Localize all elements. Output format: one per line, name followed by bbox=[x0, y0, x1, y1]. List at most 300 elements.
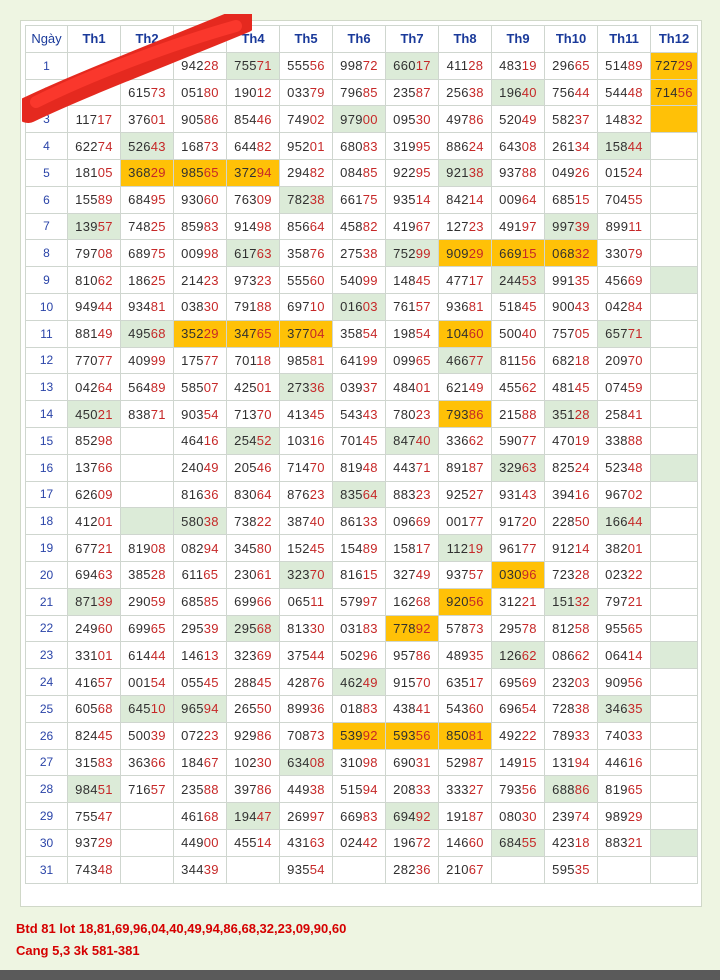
result-cell: 97323 bbox=[227, 267, 280, 294]
result-cell: 94944 bbox=[68, 293, 121, 320]
result-cell: 90929 bbox=[439, 240, 492, 267]
result-cell: 48145 bbox=[545, 374, 598, 401]
result-cell: 49197 bbox=[492, 213, 545, 240]
result-cell: 20970 bbox=[598, 347, 651, 374]
result-cell: 93143 bbox=[492, 481, 545, 508]
day-number: 20 bbox=[26, 561, 68, 588]
result-cell: 09530 bbox=[386, 106, 439, 133]
result-cell: 69965 bbox=[121, 615, 174, 642]
result-cell: 31583 bbox=[68, 749, 121, 776]
result-cell: 95786 bbox=[386, 642, 439, 669]
result-cell: 54448 bbox=[598, 79, 651, 106]
result-cell: 46249 bbox=[333, 669, 386, 696]
result-cell: 44616 bbox=[598, 749, 651, 776]
result-cell: 90956 bbox=[598, 669, 651, 696]
result-cell: 71657 bbox=[121, 776, 174, 803]
result-cell: 41657 bbox=[68, 669, 121, 696]
table-row bbox=[26, 159, 698, 186]
result-cell: 06832 bbox=[545, 240, 598, 267]
day-number: 9 bbox=[26, 267, 68, 294]
result-cell bbox=[651, 615, 698, 642]
result-cell: 69492 bbox=[386, 803, 439, 830]
result-cell: 68083 bbox=[333, 133, 386, 160]
table-row bbox=[26, 508, 698, 535]
day-number: 23 bbox=[26, 642, 68, 669]
result-cell: 10460 bbox=[439, 320, 492, 347]
result-cell: 69710 bbox=[280, 293, 333, 320]
result-cell: 38201 bbox=[598, 535, 651, 562]
result-cell: 50039 bbox=[121, 722, 174, 749]
result-cell: 44371 bbox=[386, 454, 439, 481]
result-cell: 10316 bbox=[280, 427, 333, 454]
result-cell: 83064 bbox=[227, 481, 280, 508]
result-cell bbox=[651, 454, 698, 481]
result-cell bbox=[651, 856, 698, 883]
result-cell: 98451 bbox=[68, 776, 121, 803]
result-cell: 20833 bbox=[386, 776, 439, 803]
result-cell: 72328 bbox=[545, 561, 598, 588]
result-cell: 68455 bbox=[492, 829, 545, 856]
day-number: 25 bbox=[26, 695, 68, 722]
result-cell: 93788 bbox=[492, 159, 545, 186]
day-number: 26 bbox=[26, 722, 68, 749]
result-cell: 93514 bbox=[386, 186, 439, 213]
result-cell: 46677 bbox=[439, 347, 492, 374]
table-row bbox=[26, 776, 698, 803]
result-cell: 12723 bbox=[439, 213, 492, 240]
result-cell: 12662 bbox=[492, 642, 545, 669]
result-cell: 46168 bbox=[174, 803, 227, 830]
day-number: 13 bbox=[26, 374, 68, 401]
result-cell: 79721 bbox=[598, 588, 651, 615]
result-cell: 03830 bbox=[174, 293, 227, 320]
result-cell bbox=[651, 106, 698, 133]
day-number: 1 bbox=[26, 52, 68, 79]
result-cell: 33888 bbox=[598, 427, 651, 454]
result-cell: 24453 bbox=[492, 267, 545, 294]
result-cell: 63408 bbox=[280, 749, 333, 776]
result-cell: 39786 bbox=[227, 776, 280, 803]
result-cell: 18625 bbox=[121, 267, 174, 294]
result-cell: 54099 bbox=[333, 267, 386, 294]
result-cell: 88624 bbox=[439, 133, 492, 160]
result-cell: 85664 bbox=[280, 213, 333, 240]
result-cell bbox=[121, 803, 174, 830]
result-cell: 27336 bbox=[280, 374, 333, 401]
result-cell: 87623 bbox=[280, 481, 333, 508]
result-cell: 33079 bbox=[598, 240, 651, 267]
result-cell: 65771 bbox=[598, 320, 651, 347]
result-cell: 11717 bbox=[68, 106, 121, 133]
result-cell: 64199 bbox=[333, 347, 386, 374]
result-cell: 76309 bbox=[227, 186, 280, 213]
header-month: Th1 bbox=[68, 26, 121, 53]
result-cell: 42318 bbox=[545, 829, 598, 856]
table-row bbox=[26, 427, 698, 454]
result-cell bbox=[651, 374, 698, 401]
result-cell: 90043 bbox=[545, 293, 598, 320]
day-number: 29 bbox=[26, 803, 68, 830]
result-cell: 35876 bbox=[280, 240, 333, 267]
result-cell: 58038 bbox=[174, 508, 227, 535]
header-month: Th3 bbox=[174, 26, 227, 53]
result-cell: 74033 bbox=[598, 722, 651, 749]
result-cell: 97900 bbox=[333, 106, 386, 133]
result-cell: 93729 bbox=[68, 829, 121, 856]
result-cell: 81965 bbox=[598, 776, 651, 803]
result-cell: 23587 bbox=[386, 79, 439, 106]
result-cell: 23203 bbox=[545, 669, 598, 696]
table-row bbox=[26, 588, 698, 615]
table-row bbox=[26, 669, 698, 696]
result-cell: 29568 bbox=[227, 615, 280, 642]
result-cell: 63517 bbox=[439, 669, 492, 696]
result-cell: 37601 bbox=[121, 106, 174, 133]
result-cell: 19854 bbox=[386, 320, 439, 347]
result-cell: 26997 bbox=[280, 803, 333, 830]
result-cell bbox=[651, 829, 698, 856]
result-cell: 31221 bbox=[492, 588, 545, 615]
result-cell bbox=[651, 776, 698, 803]
result-cell: 88323 bbox=[386, 481, 439, 508]
header-month: Th4 bbox=[227, 26, 280, 53]
prediction-notes bbox=[16, 918, 346, 962]
result-cell: 39416 bbox=[545, 481, 598, 508]
result-cell: 71370 bbox=[227, 401, 280, 428]
result-cell: 01883 bbox=[333, 695, 386, 722]
result-cell: 35854 bbox=[333, 320, 386, 347]
result-cell: 43841 bbox=[386, 695, 439, 722]
result-cell: 56489 bbox=[121, 374, 174, 401]
result-cell bbox=[121, 508, 174, 535]
day-number: 21 bbox=[26, 588, 68, 615]
result-cell: 09965 bbox=[386, 347, 439, 374]
result-cell: 91570 bbox=[386, 669, 439, 696]
result-cell: 18467 bbox=[174, 749, 227, 776]
result-cell: 68886 bbox=[545, 776, 598, 803]
result-cell: 91498 bbox=[227, 213, 280, 240]
result-cell: 86133 bbox=[333, 508, 386, 535]
result-cell: 69463 bbox=[68, 561, 121, 588]
table-row bbox=[26, 803, 698, 830]
table-row bbox=[26, 454, 698, 481]
result-cell: 11219 bbox=[439, 535, 492, 562]
day-number: 3 bbox=[26, 106, 68, 133]
result-cell: 29578 bbox=[492, 615, 545, 642]
day-number: 12 bbox=[26, 347, 68, 374]
result-cell: 15132 bbox=[545, 588, 598, 615]
header-month: Th10 bbox=[545, 26, 598, 53]
result-cell: 03183 bbox=[333, 615, 386, 642]
result-cell: 26550 bbox=[227, 695, 280, 722]
header-day: Ngày bbox=[26, 26, 68, 53]
table-row bbox=[26, 722, 698, 749]
day-number: 14 bbox=[26, 401, 68, 428]
result-cell: 70145 bbox=[333, 427, 386, 454]
result-cell: 49786 bbox=[439, 106, 492, 133]
result-cell bbox=[651, 803, 698, 830]
result-cell: 09669 bbox=[386, 508, 439, 535]
day-number: 31 bbox=[26, 856, 68, 883]
result-cell bbox=[121, 52, 174, 79]
result-cell: 36829 bbox=[121, 159, 174, 186]
result-cell bbox=[121, 856, 174, 883]
result-cell: 62609 bbox=[68, 481, 121, 508]
result-cell: 22850 bbox=[545, 508, 598, 535]
day-number: 2 bbox=[26, 79, 68, 106]
result-cell: 28236 bbox=[386, 856, 439, 883]
result-cell bbox=[651, 535, 698, 562]
day-number: 6 bbox=[26, 186, 68, 213]
day-number: 24 bbox=[26, 669, 68, 696]
result-cell: 77892 bbox=[386, 615, 439, 642]
result-cell: 93481 bbox=[121, 293, 174, 320]
result-cell: 16644 bbox=[598, 508, 651, 535]
result-cell: 15489 bbox=[333, 535, 386, 562]
header-row bbox=[26, 26, 698, 53]
result-cell bbox=[121, 454, 174, 481]
result-cell: 32749 bbox=[386, 561, 439, 588]
result-cell: 79708 bbox=[68, 240, 121, 267]
result-cell: 02322 bbox=[598, 561, 651, 588]
result-cell bbox=[651, 401, 698, 428]
result-cell: 93757 bbox=[439, 561, 492, 588]
result-cell: 48401 bbox=[386, 374, 439, 401]
result-cell: 50040 bbox=[492, 320, 545, 347]
result-cell: 61165 bbox=[174, 561, 227, 588]
result-cell: 35229 bbox=[174, 320, 227, 347]
result-cell: 05545 bbox=[174, 669, 227, 696]
result-cell: 74825 bbox=[121, 213, 174, 240]
result-cell: 81908 bbox=[121, 535, 174, 562]
result-cell: 14845 bbox=[386, 267, 439, 294]
result-cell: 45882 bbox=[333, 213, 386, 240]
result-cell: 98929 bbox=[598, 803, 651, 830]
result-cell bbox=[651, 213, 698, 240]
result-cell: 57997 bbox=[333, 588, 386, 615]
result-cell bbox=[651, 695, 698, 722]
result-cell: 33327 bbox=[439, 776, 492, 803]
result-cell: 76157 bbox=[386, 293, 439, 320]
result-cell bbox=[651, 427, 698, 454]
header-month: Th6 bbox=[333, 26, 386, 53]
result-cell: 52643 bbox=[121, 133, 174, 160]
result-cell bbox=[651, 267, 698, 294]
day-number: 10 bbox=[26, 293, 68, 320]
result-cell bbox=[227, 856, 280, 883]
result-cell: 25638 bbox=[439, 79, 492, 106]
result-cell: 78238 bbox=[280, 186, 333, 213]
table-row bbox=[26, 133, 698, 160]
result-cell: 33101 bbox=[68, 642, 121, 669]
result-cell: 01603 bbox=[333, 293, 386, 320]
result-cell: 99135 bbox=[545, 267, 598, 294]
result-cell: 61763 bbox=[227, 240, 280, 267]
results-body bbox=[26, 52, 698, 883]
day-number: 7 bbox=[26, 213, 68, 240]
result-cell: 00998 bbox=[174, 240, 227, 267]
result-cell: 19187 bbox=[439, 803, 492, 830]
table-row bbox=[26, 856, 698, 883]
result-cell: 68218 bbox=[545, 347, 598, 374]
result-cell: 14660 bbox=[439, 829, 492, 856]
table-row bbox=[26, 829, 698, 856]
result-cell: 69654 bbox=[492, 695, 545, 722]
result-cell: 32963 bbox=[492, 454, 545, 481]
result-cell: 15844 bbox=[598, 133, 651, 160]
result-cell: 02442 bbox=[333, 829, 386, 856]
result-cell: 68975 bbox=[121, 240, 174, 267]
result-cell: 41345 bbox=[280, 401, 333, 428]
result-cell: 01524 bbox=[598, 159, 651, 186]
result-cell: 28845 bbox=[227, 669, 280, 696]
result-cell: 05180 bbox=[174, 79, 227, 106]
result-cell: 62149 bbox=[439, 374, 492, 401]
result-cell: 66915 bbox=[492, 240, 545, 267]
header-month: Th5 bbox=[280, 26, 333, 53]
bottom-bar bbox=[0, 970, 720, 980]
results-table-panel bbox=[20, 20, 702, 907]
table-row bbox=[26, 106, 698, 133]
result-cell: 44900 bbox=[174, 829, 227, 856]
day-number: 5 bbox=[26, 159, 68, 186]
result-cell: 03937 bbox=[333, 374, 386, 401]
result-cell bbox=[651, 240, 698, 267]
result-cell: 00177 bbox=[439, 508, 492, 535]
result-cell: 03379 bbox=[280, 79, 333, 106]
result-cell: 47019 bbox=[545, 427, 598, 454]
result-cell: 60568 bbox=[68, 695, 121, 722]
result-cell: 70118 bbox=[227, 347, 280, 374]
result-cell: 31995 bbox=[386, 133, 439, 160]
result-cell: 92056 bbox=[439, 588, 492, 615]
result-cell: 37704 bbox=[280, 320, 333, 347]
result-cell: 34765 bbox=[227, 320, 280, 347]
result-cell: 23061 bbox=[227, 561, 280, 588]
result-cell: 47717 bbox=[439, 267, 492, 294]
result-cell: 41967 bbox=[386, 213, 439, 240]
result-cell: 92527 bbox=[439, 481, 492, 508]
result-cell: 38740 bbox=[280, 508, 333, 535]
result-cell: 07459 bbox=[598, 374, 651, 401]
result-cell: 64482 bbox=[227, 133, 280, 160]
result-cell: 34635 bbox=[598, 695, 651, 722]
result-cell bbox=[333, 856, 386, 883]
result-cell: 46416 bbox=[174, 427, 227, 454]
result-cell: 75547 bbox=[68, 803, 121, 830]
result-cell: 25452 bbox=[227, 427, 280, 454]
result-cell bbox=[651, 347, 698, 374]
table-row bbox=[26, 240, 698, 267]
result-cell: 15589 bbox=[68, 186, 121, 213]
table-row bbox=[26, 642, 698, 669]
result-cell: 55556 bbox=[280, 52, 333, 79]
result-cell: 08294 bbox=[174, 535, 227, 562]
result-cell: 29539 bbox=[174, 615, 227, 642]
result-cell: 81156 bbox=[492, 347, 545, 374]
result-cell: 81636 bbox=[174, 481, 227, 508]
table-row bbox=[26, 79, 698, 106]
result-cell bbox=[651, 320, 698, 347]
result-cell: 03096 bbox=[492, 561, 545, 588]
result-cell: 84740 bbox=[386, 427, 439, 454]
result-cell: 66983 bbox=[333, 803, 386, 830]
result-cell: 89936 bbox=[280, 695, 333, 722]
day-number: 22 bbox=[26, 615, 68, 642]
result-cell: 45562 bbox=[492, 374, 545, 401]
result-cell bbox=[651, 642, 698, 669]
result-cell: 31098 bbox=[333, 749, 386, 776]
result-cell: 21588 bbox=[492, 401, 545, 428]
result-cell: 08485 bbox=[333, 159, 386, 186]
result-cell: 57873 bbox=[439, 615, 492, 642]
result-cell: 88321 bbox=[598, 829, 651, 856]
result-cell: 87139 bbox=[68, 588, 121, 615]
result-cell: 98581 bbox=[280, 347, 333, 374]
result-cell: 79685 bbox=[333, 79, 386, 106]
result-cell: 75571 bbox=[227, 52, 280, 79]
day-number: 27 bbox=[26, 749, 68, 776]
result-cell: 70455 bbox=[598, 186, 651, 213]
result-cell: 08662 bbox=[545, 642, 598, 669]
result-cell: 93681 bbox=[439, 293, 492, 320]
result-cell: 34439 bbox=[174, 856, 227, 883]
result-cell: 96594 bbox=[174, 695, 227, 722]
table-row bbox=[26, 561, 698, 588]
result-cell: 81258 bbox=[545, 615, 598, 642]
result-cell: 19447 bbox=[227, 803, 280, 830]
result-cell: 13194 bbox=[545, 749, 598, 776]
result-cell bbox=[651, 186, 698, 213]
result-cell: 29059 bbox=[121, 588, 174, 615]
result-cell: 99739 bbox=[545, 213, 598, 240]
result-cell bbox=[492, 856, 545, 883]
result-cell: 16268 bbox=[386, 588, 439, 615]
table-row bbox=[26, 267, 698, 294]
result-cell: 62274 bbox=[68, 133, 121, 160]
table-row bbox=[26, 320, 698, 347]
result-cell: 04284 bbox=[598, 293, 651, 320]
result-cell: 93060 bbox=[174, 186, 227, 213]
result-cell bbox=[598, 856, 651, 883]
result-cell: 23588 bbox=[174, 776, 227, 803]
result-cell: 13766 bbox=[68, 454, 121, 481]
result-cell: 52049 bbox=[492, 106, 545, 133]
result-cell: 98565 bbox=[174, 159, 227, 186]
result-cell bbox=[651, 561, 698, 588]
result-cell: 45021 bbox=[68, 401, 121, 428]
result-cell bbox=[651, 133, 698, 160]
result-cell bbox=[651, 749, 698, 776]
result-cell: 93554 bbox=[280, 856, 333, 883]
result-cell: 69031 bbox=[386, 749, 439, 776]
result-cell: 49568 bbox=[121, 320, 174, 347]
day-number: 4 bbox=[26, 133, 68, 160]
notes-line-2: Cang 5,3 3k 581-381 bbox=[16, 943, 140, 958]
result-cell: 66017 bbox=[386, 52, 439, 79]
result-cell: 85983 bbox=[174, 213, 227, 240]
result-cell: 24960 bbox=[68, 615, 121, 642]
result-cell: 18105 bbox=[68, 159, 121, 186]
result-cell: 34580 bbox=[227, 535, 280, 562]
result-cell: 91214 bbox=[545, 535, 598, 562]
result-cell: 77077 bbox=[68, 347, 121, 374]
day-number: 30 bbox=[26, 829, 68, 856]
header-month: Th2 bbox=[121, 26, 174, 53]
result-cell: 99872 bbox=[333, 52, 386, 79]
result-cell: 42501 bbox=[227, 374, 280, 401]
result-cell: 32370 bbox=[280, 561, 333, 588]
